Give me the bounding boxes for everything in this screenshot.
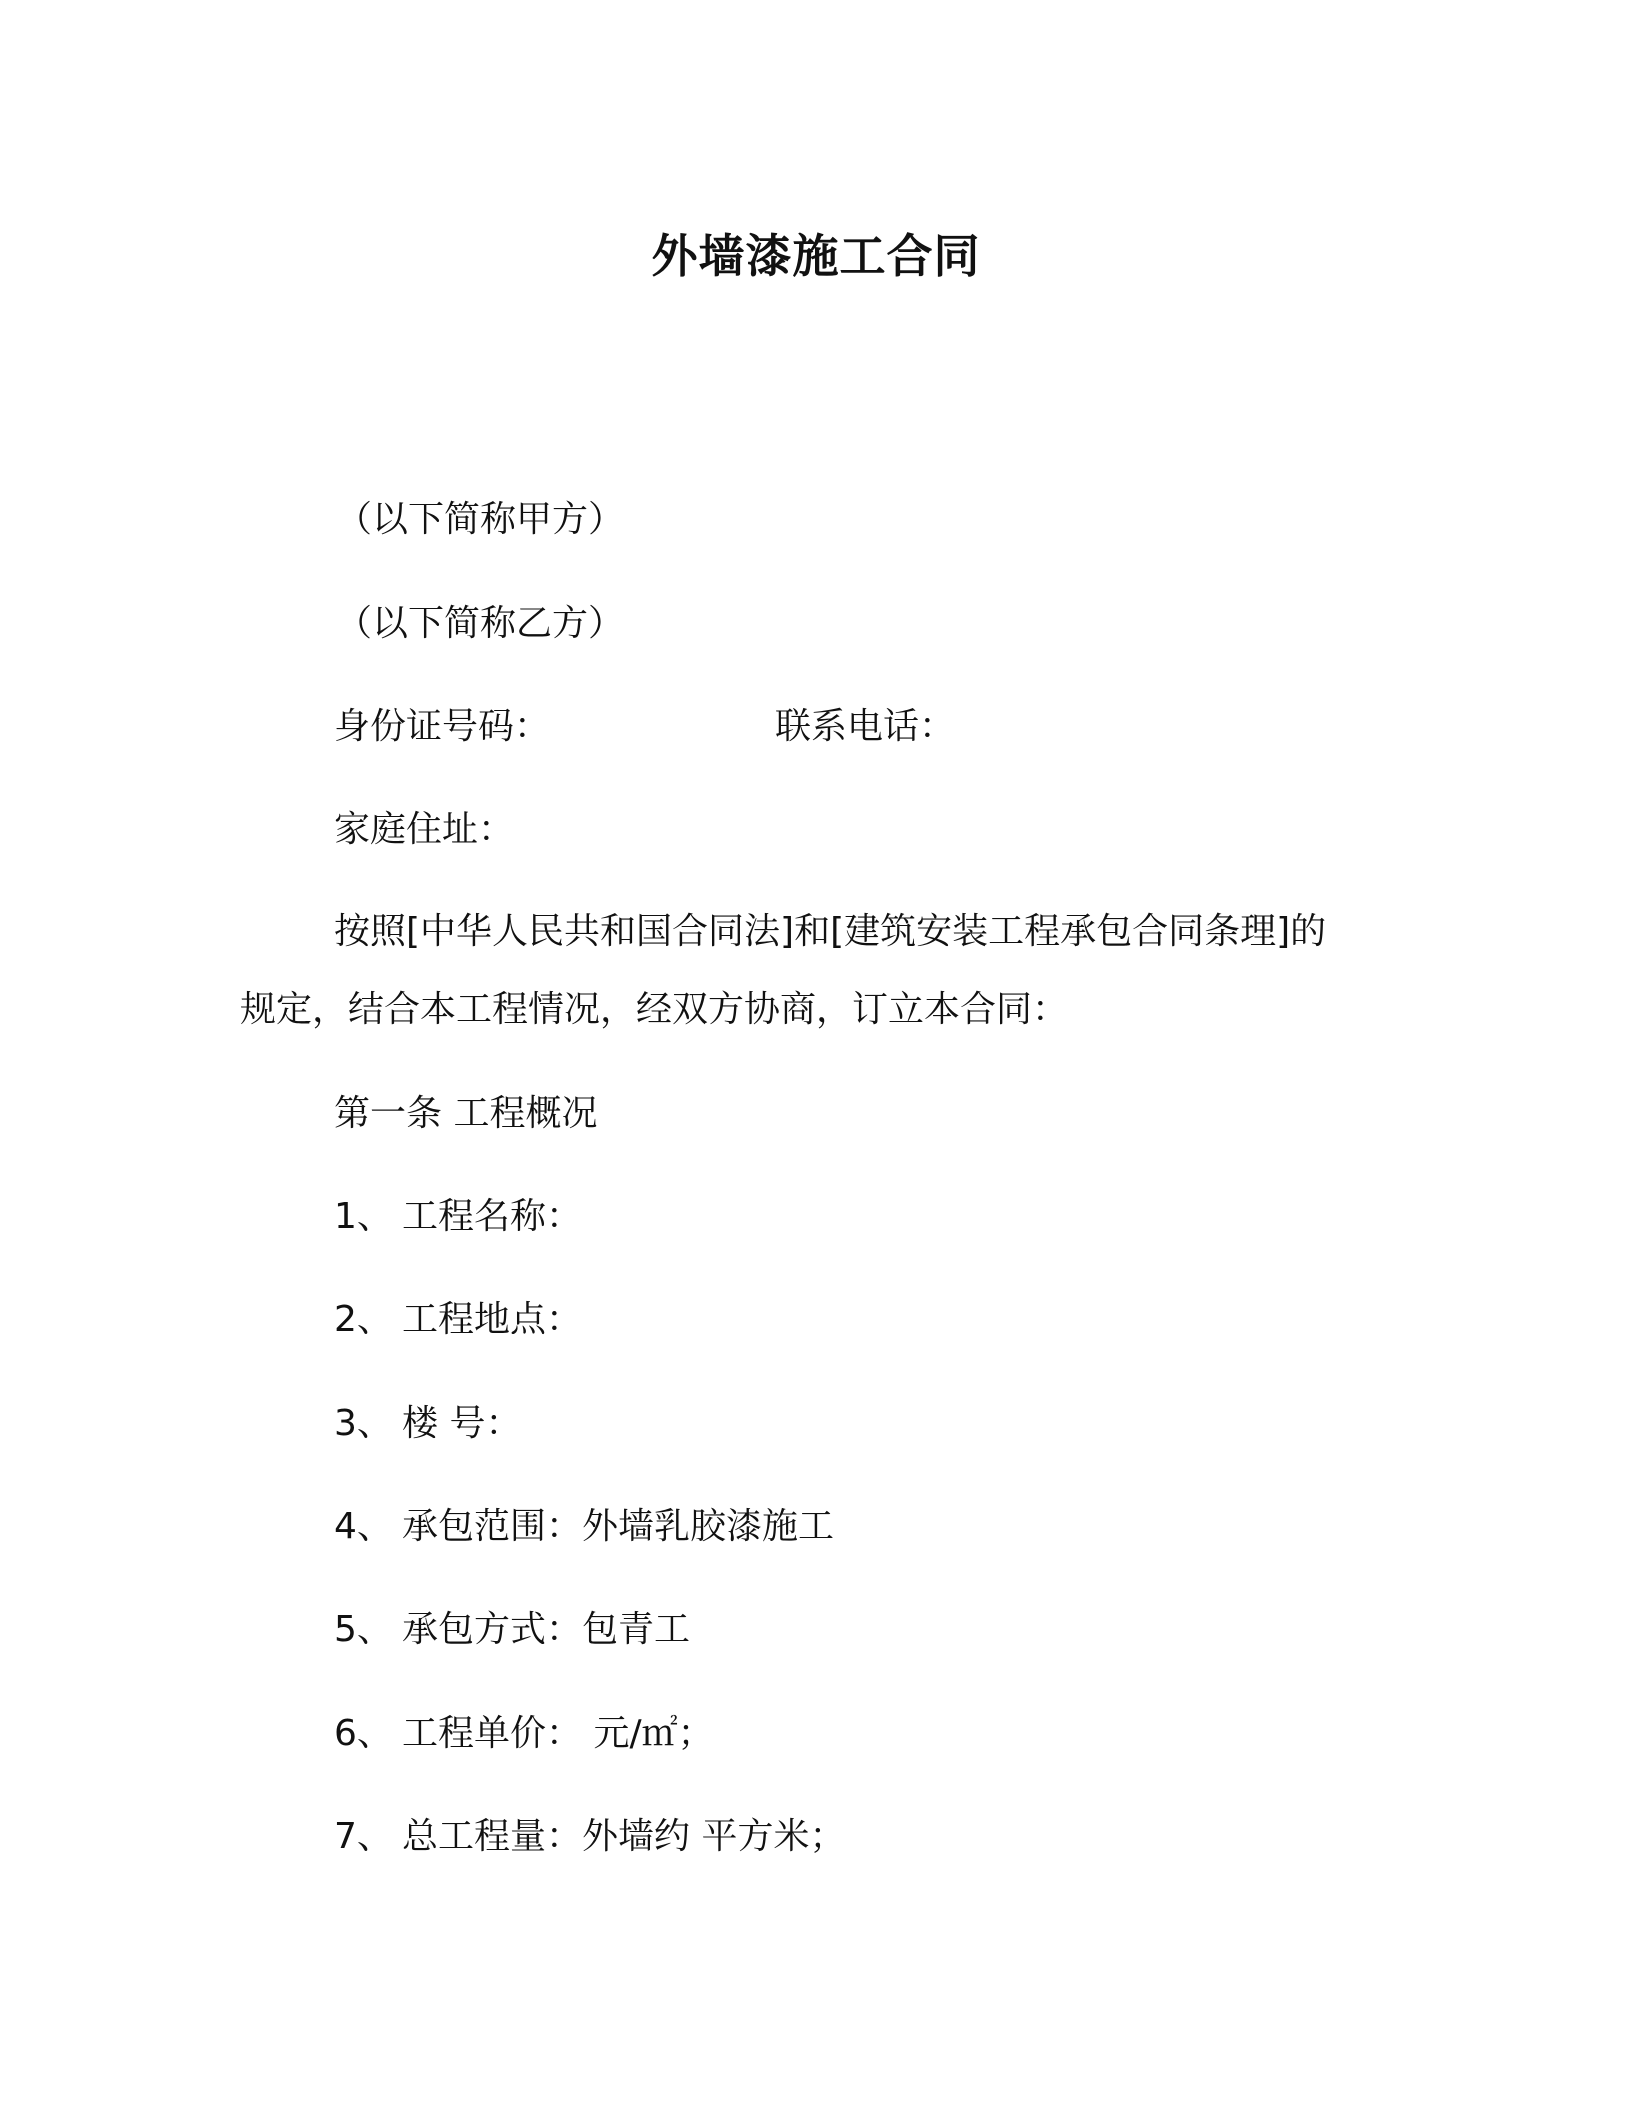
id-phone-line xyxy=(334,705,955,749)
item-text: 承包方式：包青工 xyxy=(402,1609,691,1650)
item-text: 工程地点： xyxy=(402,1299,583,1340)
list-item xyxy=(334,1195,582,1239)
item-number: 4、 xyxy=(334,1506,393,1547)
list-item xyxy=(334,1815,845,1859)
section-1-heading: 第一条 工程概况 xyxy=(334,1093,598,1134)
item-number: 6、 xyxy=(334,1713,393,1754)
list-item xyxy=(334,1505,834,1549)
item-number: 7、 xyxy=(334,1816,393,1857)
document-title: 外墙漆施工合同 xyxy=(651,229,981,283)
item-text: 总工程量：外墙约 平方米； xyxy=(402,1816,846,1857)
list-item xyxy=(334,1712,714,1756)
item-text: 楼 号： xyxy=(402,1403,522,1444)
intro-line-2: 规定，结合本工程情况，经双方协商，订立本合同： xyxy=(240,989,1069,1030)
list-item xyxy=(334,1402,521,1446)
item-number: 1、 xyxy=(334,1196,393,1237)
party-b-line: （以下简称乙方） xyxy=(336,603,625,644)
item-text: 工程单价： 元/㎡； xyxy=(402,1713,714,1754)
intro-line-1: 按照[中华人民共和国合同法]和[建筑安装工程承包合同条理]的 xyxy=(334,911,1327,952)
address-line: 家庭住址： xyxy=(334,809,515,850)
item-text: 工程名称： xyxy=(402,1196,583,1237)
phone-label: 联系电话： xyxy=(775,706,956,747)
item-number: 5、 xyxy=(334,1609,393,1650)
item-number: 2、 xyxy=(334,1299,393,1340)
list-item xyxy=(334,1298,582,1342)
id-number-label: 身份证号码： xyxy=(334,706,551,747)
party-a-line: （以下简称甲方） xyxy=(336,499,625,540)
item-number: 3、 xyxy=(334,1403,393,1444)
item-text: 承包范围：外墙乳胶漆施工 xyxy=(402,1506,835,1547)
list-item xyxy=(334,1608,690,1652)
